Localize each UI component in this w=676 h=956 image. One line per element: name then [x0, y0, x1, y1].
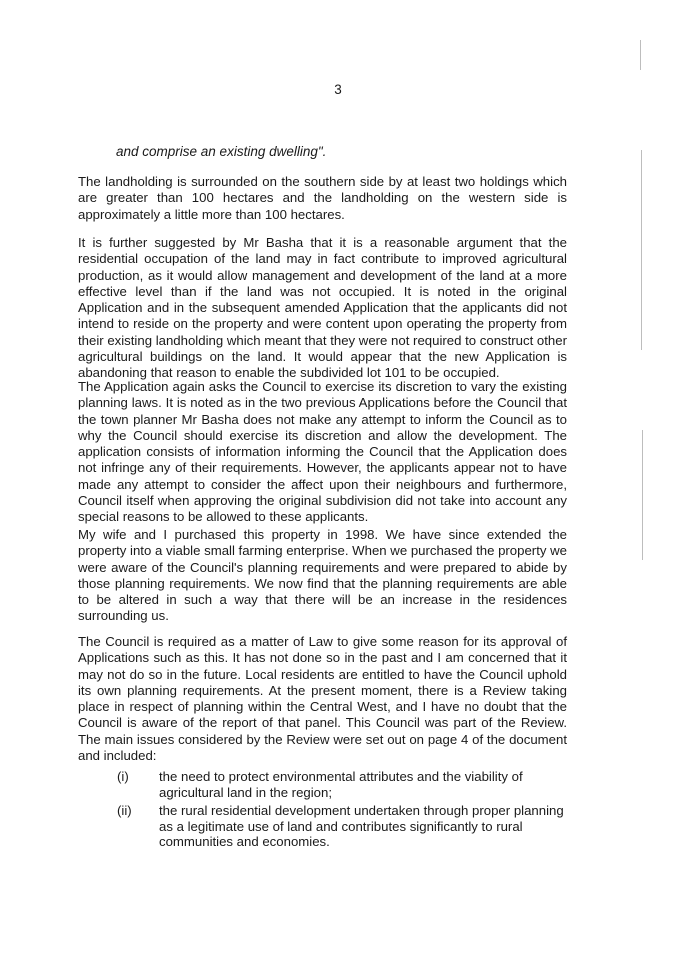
- list-item: [117, 803, 577, 850]
- scan-edge-mark: [640, 40, 641, 70]
- scan-edge-mark: [641, 150, 642, 350]
- paragraph-residential-occupation: It is further suggested by Mr Basha that it is a reasonable argument that the residential occupation of the land may in fact contribute to improved agricultural production, as it would allow management and development of the land at a more effective level than if the land was not occupied. It is noted in the original Application and in the subsequent amended Application that the applicants did not intend to reside on the property and were content upon operating the property from their existing landholding which meant that they were not required to construct other agricultural buildings on the land. It would appear that the new Application is abandoning that reason to enable the subdivided lot 101 to be occupied.: [78, 235, 567, 381]
- scan-edge-mark: [642, 430, 643, 560]
- list-item-number: (ii): [117, 803, 132, 819]
- paragraph-landholding: The landholding is surrounded on the southern side by at least two holdings which are greater than 100 hectares and the landholding on the western side is approximately a little more than 100 hectares.: [78, 174, 567, 222]
- list-item: [117, 769, 577, 800]
- paragraph-purchase: My wife and I purchased this property in 1998. We have since extended the property into a viable small farming enterprise. When we purchased the property we were aware of the Council's planning requirements and were prepared to abide by those planning requirements. We now find that the planning requirements are able to be altered in such a way that there will be an increase in the residences surrounding us.: [78, 527, 567, 624]
- page-number: 3: [334, 82, 342, 97]
- list-item-text: the need to protect environmental attributes and the viability of agricultural land in the region;: [159, 769, 523, 800]
- paragraph-law: The Council is required as a matter of Law to give some reason for its approval of Applications such as this. It has not done so in the past and I am concerned that it may not do so in the future. Local residents are entitled to have the Council uphold its own planning requirements. At the present moment, there is a Review taking place in respect of planning within the Central West, and I have no doubt that the Council is aware of the report of that panel. This Council was part of the Review. The main issues considered by the Review were set out on page 4 of the document and included:: [78, 634, 567, 764]
- list-item-text: the rural residential development undertaken through proper planning as a legitimate use of land and contributes significantly to rural communities and economies.: [159, 803, 564, 850]
- review-issues-list: [117, 769, 577, 853]
- quote-continuation: and comprise an existing dwelling".: [116, 144, 327, 159]
- paragraph-discretion: The Application again asks the Council to exercise its discretion to vary the existing planning laws. It is noted as in the two previous Applications before the Council that the town planner Mr Basha does not make any attempt to inform the Council as to why the Council should exercise its discretion and allow the development. The application consists of information informing the Council that the Application does not infringe any of their requirements. However, the applicants appear not to have made any attempt to consider the affect upon their neighbours and furthermore, Council itself when approving the original subdivision did not take into account any special reasons to be allowed to these applicants.: [78, 379, 567, 525]
- list-item-number: (i): [117, 769, 129, 784]
